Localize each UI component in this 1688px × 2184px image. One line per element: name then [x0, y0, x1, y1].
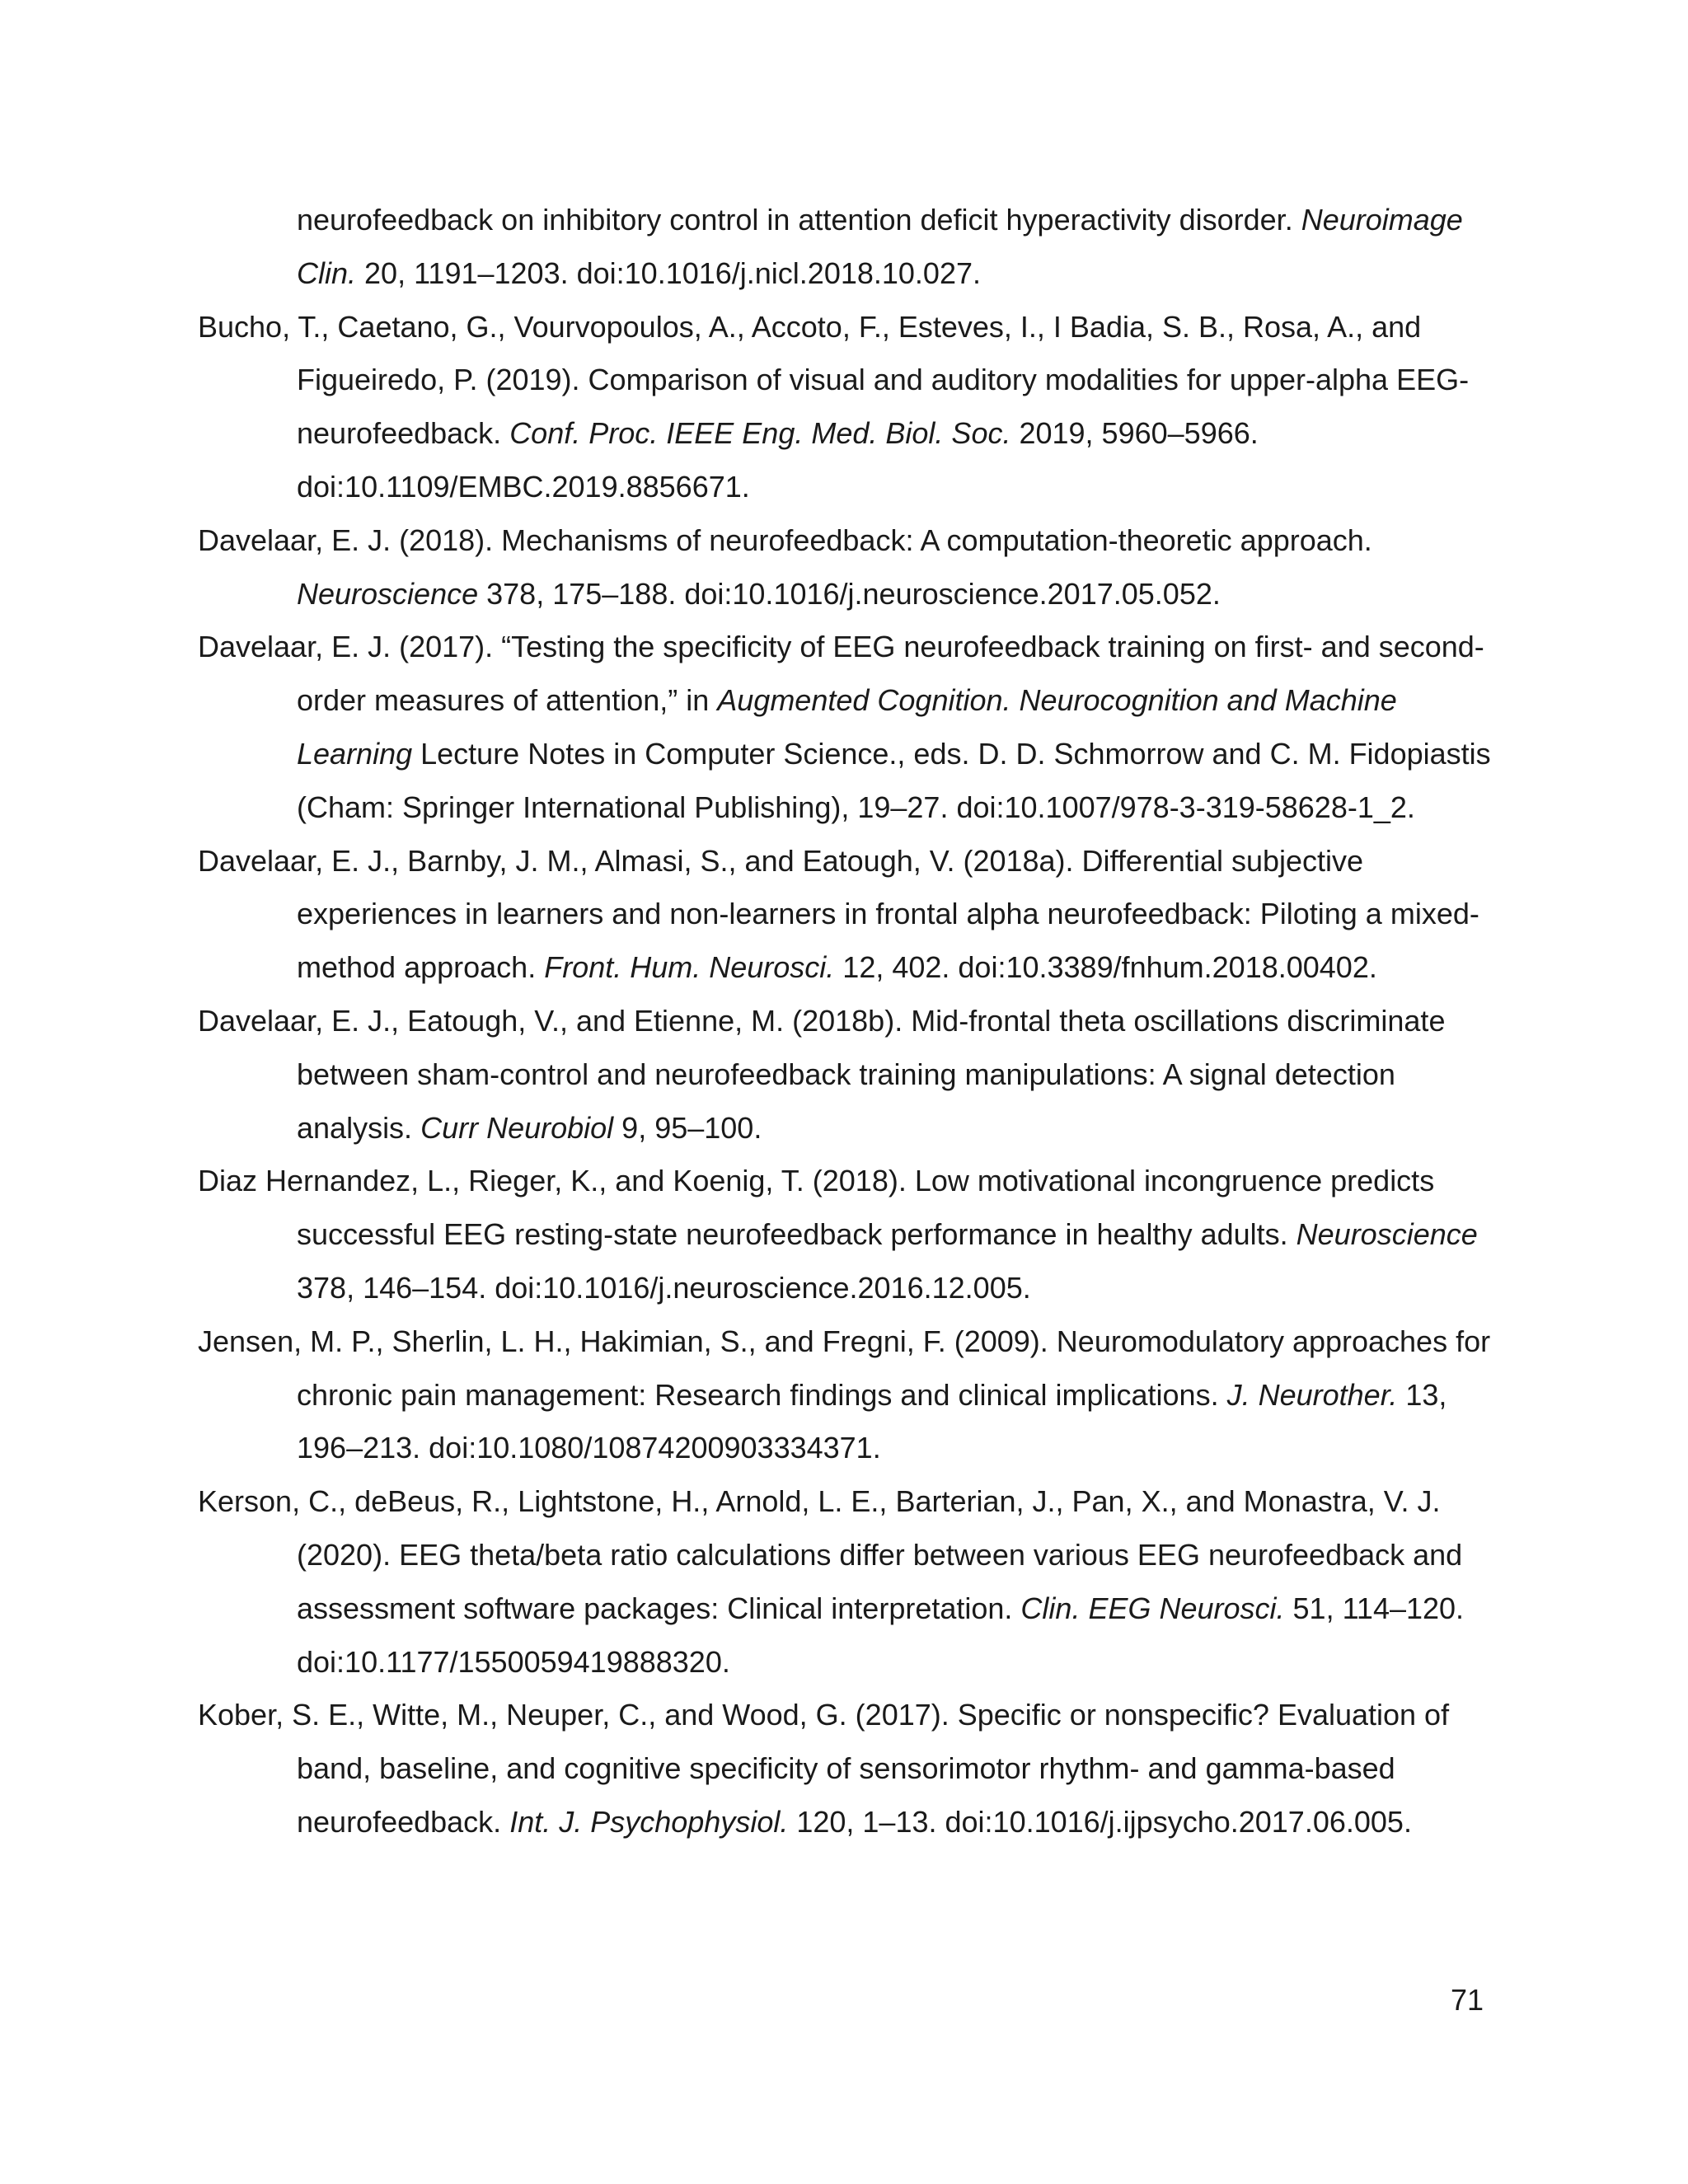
reference-text: Davelaar, E. J. (2018). Mechanisms of neurofeedback: A computation-theoretic approach.: [198, 523, 1372, 557]
reference-text: 120, 1–13. doi:10.1016/j.ijpsycho.2017.06.005.: [788, 1804, 1412, 1839]
reference-text: Bucho, T., Caetano, G., Vourvopoulos, A., Accoto, F., Esteves, I., I Badia, S. B., Rosa, A., and Figueiredo, P. (2019). Comparison of visual and auditory modalities for upper-alpha EEG-neurofeedback.: [198, 309, 1470, 451]
reference-journal-title: Curr Neurobiol: [420, 1110, 614, 1145]
reference-journal-title: Conf. Proc. IEEE Eng. Med. Biol. Soc.: [509, 416, 1011, 451]
reference-journal-title: Augmented Cognition. Neurocognition and Machine Learning: [297, 683, 1397, 771]
reference-journal-title: J. Neurother.: [1226, 1377, 1398, 1412]
reference-text: 9, 95–100.: [613, 1110, 762, 1145]
reference-journal-title: Neuroimage Clin.: [297, 203, 1463, 290]
reference-entry: [198, 995, 1500, 1155]
reference-entry: [198, 835, 1500, 995]
reference-text: Jensen, M. P., Sherlin, L. H., Hakimian, S., and Fregni, F. (2009). Neuromodulatory approaches for chronic pain management: Research findings and clinical implications.: [198, 1324, 1491, 1412]
reference-text: Kober, S. E., Witte, M., Neuper, C., and Wood, G. (2017). Specific or nonspecific? Evaluation of band, baseline, and cognitive specificity of sensorimotor rhythm- and gamma-based neurofeedback.: [198, 1698, 1450, 1839]
reference-text: 378, 175–188. doi:10.1016/j.neuroscience.2017.05.052.: [478, 576, 1221, 611]
reference-entry: [198, 1689, 1500, 1849]
page-number: 71: [1450, 1983, 1484, 2017]
reference-entry: [198, 301, 1500, 514]
reference-journal-title: Int. J. Psychophysiol.: [509, 1804, 789, 1839]
reference-entry: [198, 514, 1500, 621]
reference-text: Lecture Notes in Computer Science., eds. D. D. Schmorrow and C. M. Fidopiastis (Cham: Springer International Publishing), 19–27. doi:10.1007/978-3-319-58628-1_2.: [297, 736, 1491, 824]
reference-entry-continued: [198, 194, 1500, 301]
reference-text: Kerson, C., deBeus, R., Lightstone, H., Arnold, L. E., Barterian, J., Pan, X., and Monastra, V. J. (2020). EEG theta/beta ratio calculations differ between various EEG neurofeedback and assessment software packages: Clinical interpretation.: [198, 1484, 1463, 1625]
reference-entry: [198, 621, 1500, 834]
reference-text: Diaz Hernandez, L., Rieger, K., and Koenig, T. (2018). Low motivational incongruence predicts successful EEG resting-state neurofeedback performance in healthy adults.: [198, 1164, 1435, 1252]
reference-text: 2019, 5960–5966. doi:10.1109/EMBC.2019.8856671.: [297, 416, 1259, 504]
reference-text: 13, 196–213. doi:10.1080/10874200903334371.: [297, 1377, 1447, 1465]
reference-text: 12, 402. doi:10.3389/fnhum.2018.00402.: [834, 950, 1377, 985]
reference-text: 20, 1191–1203. doi:10.1016/j.nicl.2018.10.027.: [356, 255, 981, 290]
reference-journal-title: Neuroscience: [297, 576, 479, 611]
reference-text: neurofeedback on inhibitory control in attention deficit hyperactivity disorder.: [297, 203, 1301, 237]
reference-entry: [198, 1475, 1500, 1689]
reference-journal-title: Front. Hum. Neurosci.: [544, 950, 835, 985]
reference-text: Davelaar, E. J., Eatough, V., and Etienne, M. (2018b). Mid-frontal theta oscillations discriminate between sham-control and neurofeedback training manipulations: A signal detection analysis.: [198, 1003, 1446, 1145]
reference-text: 378, 146–154. doi:10.1016/j.neuroscience.2016.12.005.: [297, 1270, 1031, 1305]
reference-text: 51, 114–120. doi:10.1177/1550059419888320.: [297, 1591, 1465, 1679]
reference-list: [198, 194, 1500, 1849]
reference-entry: [198, 1315, 1500, 1475]
reference-entry: [198, 1155, 1500, 1315]
reference-journal-title: Neuroscience: [1296, 1217, 1478, 1252]
reference-text: Davelaar, E. J. (2017). “Testing the specificity of EEG neurofeedback training on first- and second-order measures of attention,” in: [198, 630, 1484, 718]
reference-text: Davelaar, E. J., Barnby, J. M., Almasi, S., and Eatough, V. (2018a). Differential subjective experiences in learners and non-learners in frontal alpha neurofeedback: Piloting a mixed-method approach.: [198, 843, 1479, 985]
reference-journal-title: Clin. EEG Neurosci.: [1020, 1591, 1285, 1625]
